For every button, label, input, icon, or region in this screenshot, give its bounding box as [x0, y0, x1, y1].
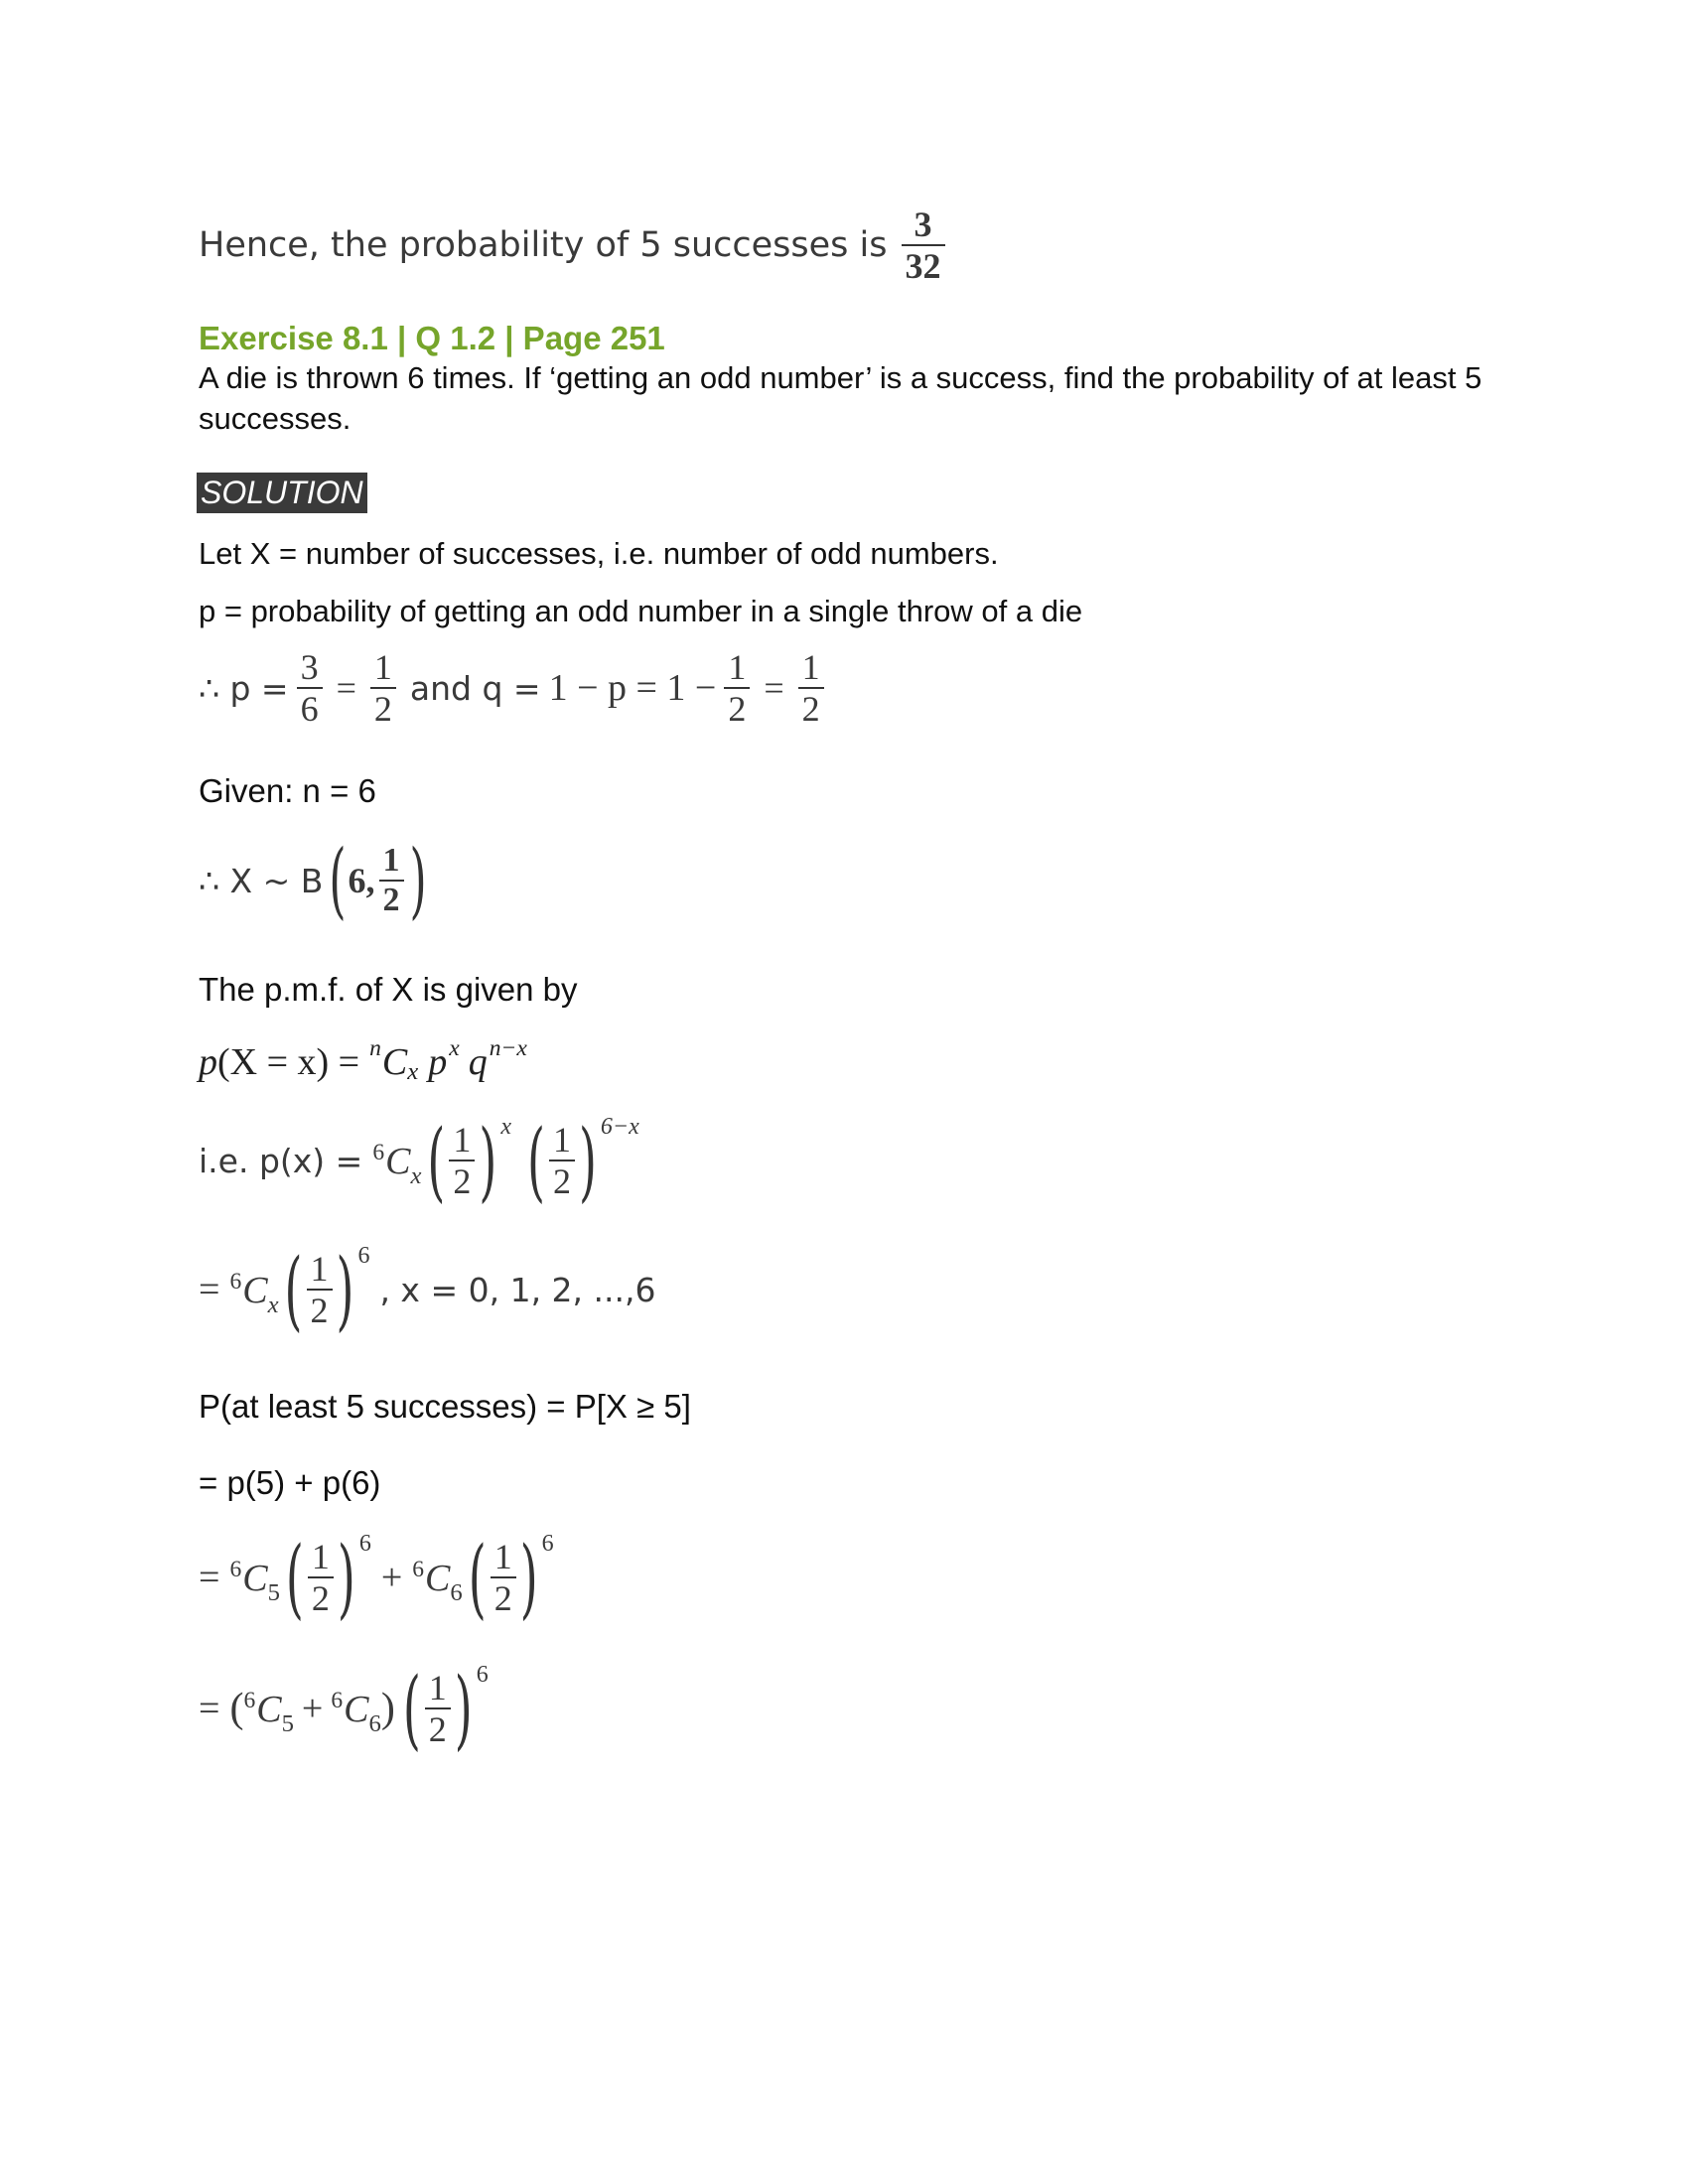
- fraction-numerator: 3: [914, 205, 932, 244]
- pmf-simplified: = $^6C_x$ ( $\frac{1}{2}$ ) 6 , x = 0, 1, 2, ...,6: [199, 1239, 656, 1341]
- let-x-line: Let X = number of successes, i.e. number of odd numbers.: [199, 536, 999, 571]
- fraction-1-2-c: $\frac{1}{2}$: [798, 647, 824, 730]
- at-least-line: P(at least 5 successes) = P[X ≥ 5]: [199, 1388, 691, 1425]
- given-line: Given: n = 6: [199, 772, 376, 809]
- fraction-1-2-h: $\frac{1}{2}$: [491, 1537, 516, 1619]
- pmf-specific: i.e. p(x) = $^6C_x$ ( $\frac{1}{2}$ ) x ( $\frac{1}{2}$ ) 6−x: [199, 1110, 639, 1212]
- pmf-formula: p (X = x) = n C x p x q n−x: [199, 1034, 527, 1085]
- pmf-intro: The p.m.f. of X is given by: [199, 971, 578, 1008]
- fraction-1-2-g: $\frac{1}{2}$: [308, 1537, 334, 1619]
- dist-lhs: ∴ X ~ B: [199, 861, 324, 900]
- p-definition-line: p = probability of getting an odd number in a single throw of a die: [199, 594, 1083, 628]
- factored-sum: = ( $^6C_5$ + $^6C_6$ ) ( $\frac{1}{2}$ ) 6: [199, 1658, 489, 1760]
- sum-line: = p(5) + p(6): [199, 1464, 381, 1501]
- fraction-1-2-d: $\frac{1}{2}$: [449, 1120, 475, 1202]
- ie-px: i.e. p(x) =: [199, 1141, 363, 1180]
- solution-badge: SOLUTION: [197, 473, 367, 513]
- fraction-1-2-a: $\frac{1}{2}$: [370, 647, 396, 730]
- and-q-text: and q =: [409, 668, 541, 708]
- hence-line: [199, 205, 953, 287]
- fraction-1-2-b: $\frac{1}{2}$: [724, 647, 750, 730]
- x-range: , x = 0, 1, 2, ...,6: [379, 1270, 656, 1309]
- question-text: A die is thrown 6 times. If ‘getting an odd number’ is a success, find the probability of at least 5 successes.: [199, 360, 1482, 436]
- fraction-denominator: 32: [905, 246, 941, 287]
- p-q-equation: ∴ p = $\frac{3}{6}$ = $\frac{1}{2}$ and q = 1 − p = 1 − $\frac{1}{2}$ = $\frac{1}{2}$: [199, 647, 832, 730]
- fraction-1-2-e: $\frac{1}{2}$: [549, 1120, 575, 1202]
- exercise-heading: Exercise 8.1 | Q 1.2 | Page 251: [199, 320, 665, 356]
- p-lhs: ∴ p =: [199, 668, 289, 708]
- expanded-sum: = $^6C_5$ ( $\frac{1}{2}$ ) 6 + $^6C_6$ ( $\frac{1}{2}$ ) 6: [199, 1527, 554, 1629]
- fraction-3-32: [902, 205, 945, 287]
- hence-text: Hence, the probability of 5 successes is: [199, 225, 888, 266]
- fraction-1-2-f: $\frac{1}{2}$: [307, 1249, 333, 1331]
- fraction-1-2-dist: $\frac{1}{2}$: [379, 842, 404, 919]
- distribution-line: ∴ X ~ B ( 6, $\frac{1}{2}$ ): [199, 832, 427, 929]
- fraction-3-6: $\frac{3}{6}$: [297, 647, 323, 730]
- fraction-1-2-i: $\frac{1}{2}$: [425, 1668, 451, 1750]
